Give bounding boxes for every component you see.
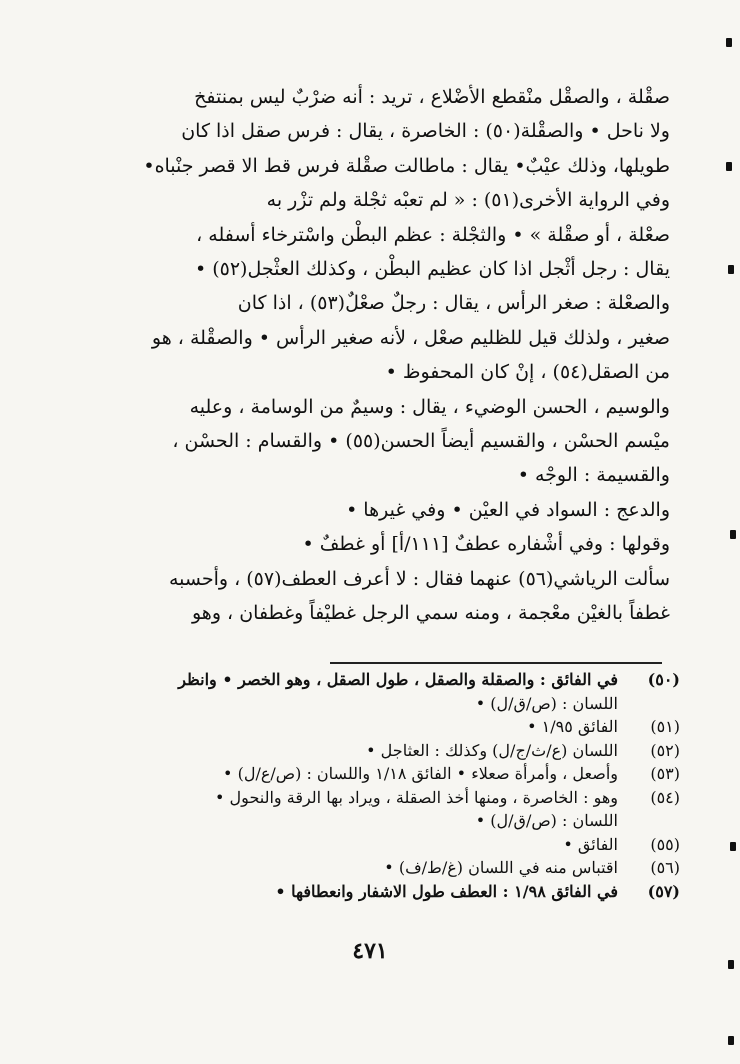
footnote-separator [330, 662, 662, 664]
text-line: سألت الرياشي(٥٦) عنهما فقال : لا أعرف العطف(٥٧) ، وأحسبه [168, 567, 670, 590]
text-line: من الصقل(٥٤) ، إنْ كان المحفوظ • [385, 361, 670, 384]
footnote [70, 762, 680, 786]
footnote-text: في الفائق ١/٩٨ : العطف طول الاشفار وانعطافها • [275, 881, 618, 901]
footnote-number: (٥٦) [650, 858, 680, 877]
footnote-text: الفائق • [563, 834, 618, 854]
footnote [70, 856, 680, 880]
main-text [70, 80, 670, 631]
footnote-number: (٥٣) [650, 764, 680, 783]
text-line: والوسيم ، الحسن الوضيء ، يقال : وسيمٌ من الوسامة ، وعليه [189, 395, 670, 418]
footnote-continuation: اللسان : (ص/ق/ل) • [475, 811, 618, 830]
footnote-text: وأصعل ، وأمرأة صعلاء • الفائق ١/١٨ واللسان : (ص/ع/ل) • [223, 764, 618, 783]
edge-mark [730, 842, 736, 851]
footnote-number: (٥٤) [650, 787, 680, 807]
footnote-text: وهو : الخاصرة ، ومنها أخذ الصقلة ، ويراد بها الرقة والنحول • [215, 787, 618, 807]
edge-mark [726, 38, 732, 47]
edge-mark [730, 530, 736, 539]
text-line: صغير ، ولذلك قيل للظليم صعْل ، لأنه صغير الرأس • والصقْلة ، هو [151, 326, 670, 349]
edge-mark [728, 265, 734, 274]
footnote-number: (٥١) [650, 717, 680, 736]
footnote-text: في الفائق : والصقلة والصقل ، طول الصقل ، وهو الخصر • وانظر [178, 670, 618, 689]
footnote-text: اقتباس منه في اللسان (غ/ط/ف) • [384, 858, 618, 877]
text-line: ولا ناحل • والصقْلة(٥٠) : الخاصرة ، يقال : فرس صقل اذا كان [181, 120, 670, 143]
footnote [70, 786, 680, 810]
footnote [70, 880, 680, 904]
footnote-number: (٥٧) [647, 881, 680, 901]
footnote [70, 668, 680, 692]
text-line: وفي الرواية الأخرى(٥١) : « لم تعبْه ثجْلة ولم تزْر به [266, 189, 670, 212]
edge-mark [728, 1036, 734, 1045]
footnotes [70, 668, 680, 903]
footnote [70, 715, 680, 739]
text-line: غطفاً بالغيْن معْجمة ، ومنه سمي الرجل غطيْفاً وغطفان ، وهو [191, 602, 670, 625]
page-number: ٤٧١ [352, 938, 388, 964]
text-line: طويلها، وذلك عيْبٌ• يقال : ماطالت صقْلة فرس قط الا قصر جنْباه• [143, 154, 670, 177]
text-line: صعْلة ، أو صقْلة » • والثجْلة : عظم البطْن واسْترخاء أسفله ، [196, 223, 670, 246]
footnote-number: (٥٥) [650, 834, 680, 854]
footnote-number: (٥٢) [650, 740, 680, 760]
footnote-number: (٥٠) [647, 670, 680, 689]
text-line: والصعْلة : صغر الرأس ، يقال : رجلٌ صعْلٌ(٥٣) ، اذا كان [237, 292, 670, 315]
text-line: والدعج : السواد في العيْن • وفي غيرها • [346, 498, 670, 521]
footnote-continuation: اللسان : (ص/ق/ل) • [475, 693, 618, 713]
footnote-text: الفائق ١/٩٥ • [527, 717, 618, 736]
footnote-text: اللسان (ع/ث/ج/ل) وكذلك : العثاجل • [366, 740, 618, 760]
text-line: والقسيمة : الوجْه • [517, 464, 670, 487]
text-line: يقال : رجل أثْجل اذا كان عظيم البطْن ، وكذلك العثْجل(٥٢) • [194, 258, 670, 281]
edge-mark [726, 162, 732, 171]
text-line: ميْسم الحسْن ، والقسيم أيضاً الحسن(٥٥) • والقسام : الحسْن ، [172, 430, 670, 453]
footnote [70, 833, 680, 857]
text-line: وقولها : وفي أشْفاره عطفٌ [١١١/أ] أو غطفٌ • [302, 533, 670, 556]
text-line: صقْلة ، والصقْل منْقطع الأضْلاع ، تريد : أنه ضرْبٌ ليس بمنتفخ [194, 86, 670, 108]
footnote [70, 739, 680, 763]
